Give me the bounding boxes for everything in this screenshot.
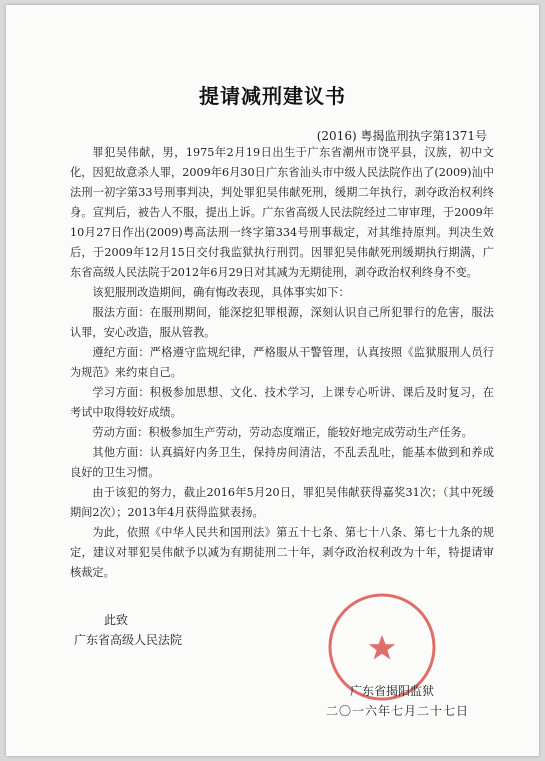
document-page <box>6 5 539 756</box>
signature-organization: 广东省揭阳监狱 <box>350 684 435 698</box>
document-number: (2016) 粤揭监刑执字第1371号 <box>316 129 487 143</box>
paragraph-recommendation: 为此，依照《中华人民共和国刑法》第五十七条、第七十八条、第七十九条的规定，建议对罪犯吴伟献予以减为有期徒刑二十年，剥夺政治权利改为十年，特提请审核裁定。 <box>70 526 494 579</box>
paragraph-law-abiding: 服法方面：在服刑期间，能深挖犯罪根源，深刻认识自己所犯罪行的危害，服法认罪，安心改造，服从管教。 <box>70 306 494 339</box>
closing-salutation: 此致 <box>104 613 129 627</box>
paragraph-rewards: 由于该犯的努力，截止2016年5月20日，罪犯吴伟献获得嘉奖31次；（其中死缓期间2次）；2013年4月获得监狱表扬。 <box>70 486 494 519</box>
seal-star-icon <box>369 635 396 660</box>
closing-recipient: 广东省高级人民法院 <box>74 633 183 647</box>
paragraph-case-history: 罪犯吴伟献，男，1975年2月19日出生于广东省潮州市饶平县，汉族，初中文化，因犯故意杀人罪，2009年6月30日广东省汕头市中级人民法院作出了(2009)汕中法刑一初字第33号刑事判决，判处罪犯吴伟献死刑，缓期二年执行，剥夺政治权利终身。宣判后，被告人不服，提出上诉。广东省高级人民法院经过二审审理，于2009年10月27日作出(2009)粤高法刑一终字第334号刑事裁定，对其维持原判。判决生效后，于2009年12月15日交付我监狱执行刑罚。因罪犯吴伟献死刑缓期执行期满，广东省高级人民法院于2012年6月29日对其减为无期徒刑，剥夺政治权利终身不变。 <box>70 146 494 279</box>
signature-date: 二〇一六年七月二十七日 <box>326 704 470 718</box>
paragraph-discipline: 遵纪方面：严格遵守监规纪律，严格服从干警管理，认真按照《监狱服刑人员行为规范》来约束自己。 <box>70 346 494 379</box>
paragraph-study: 学习方面：积极参加思想、文化、技术学习，上课专心听讲、课后及时复习，在考试中取得较好成绩。 <box>70 386 494 419</box>
paragraph-intro: 该犯服刑改造期间，确有悔改表现，具体事实如下： <box>92 286 350 299</box>
paragraph-labor: 劳动方面：积极参加生产劳动，劳动态度端正，能较好地完成劳动生产任务。 <box>92 426 473 439</box>
document-body <box>70 143 494 583</box>
document-title: 提请减刑建议书 <box>199 84 346 108</box>
paragraph-other: 其他方面：认真搞好内务卫生，保持房间清洁，不乱丢乱吐，能基本做到和养成良好的卫生习惯。 <box>70 446 494 479</box>
